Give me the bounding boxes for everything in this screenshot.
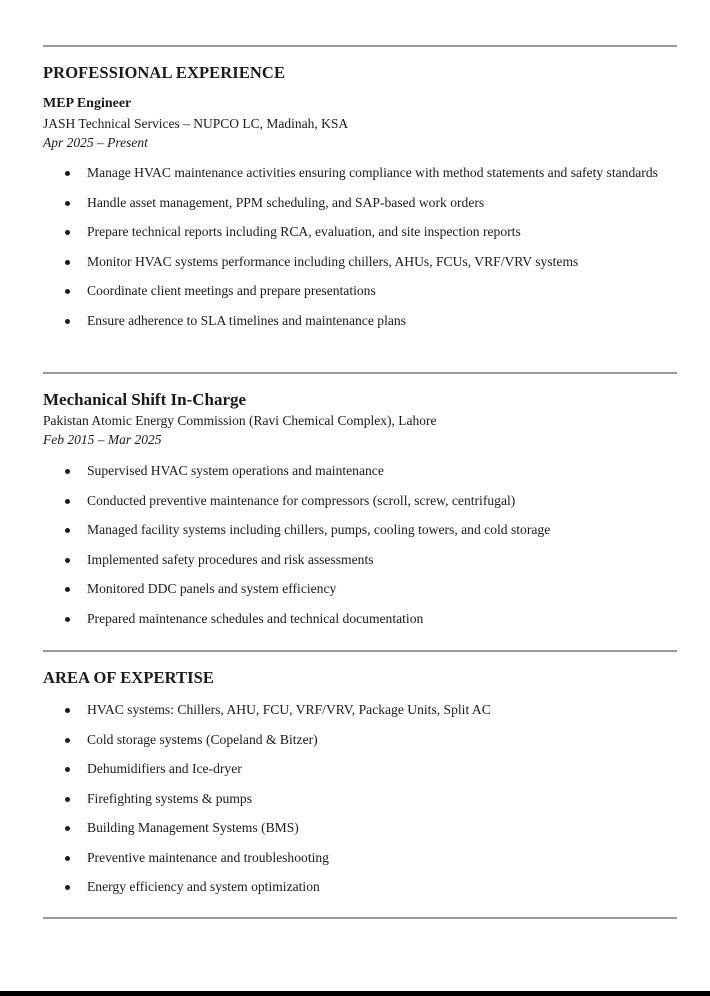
list-item: Manage HVAC maintenance activities ensuring compliance with method statements and safety standards — [0, 163, 710, 183]
list-item: Supervised HVAC system operations and maintenance — [0, 461, 710, 481]
expertise-list — [0, 700, 710, 907]
section-divider — [43, 372, 677, 374]
list-item: Preventive maintenance and troubleshooting — [0, 848, 710, 868]
job-dates: Apr 2025 – Present — [43, 135, 148, 150]
section-heading-professional-experience: PROFESSIONAL EXPERIENCE — [43, 63, 286, 82]
list-item: Building Management Systems (BMS) — [0, 818, 710, 838]
section-divider-top — [43, 45, 677, 47]
list-item: Prepare technical reports including RCA, evaluation, and site inspection reports — [0, 222, 710, 242]
list-item: Ensure adherence to SLA timelines and maintenance plans — [0, 311, 710, 331]
page-edge-bar — [0, 991, 710, 996]
section-divider — [43, 650, 677, 652]
list-item: Handle asset management, PPM scheduling, and SAP-based work orders — [0, 193, 710, 213]
section-divider-bottom — [43, 917, 677, 919]
list-item: Dehumidifiers and Ice-dryer — [0, 759, 710, 779]
list-item: Firefighting systems & pumps — [0, 789, 710, 809]
list-item: Coordinate client meetings and prepare presentations — [0, 281, 710, 301]
list-item: Monitor HVAC systems performance including chillers, AHUs, FCUs, VRF/VRV systems — [0, 252, 710, 272]
list-item: Prepared maintenance schedules and technical documentation — [0, 609, 710, 629]
job-duties-list — [0, 461, 710, 638]
list-item: Implemented safety procedures and risk assessments — [0, 550, 710, 570]
job-dates: Feb 2015 – Mar 2025 — [43, 432, 162, 447]
list-item: Monitored DDC panels and system efficiency — [0, 579, 710, 599]
job-organization: Pakistan Atomic Energy Commission (Ravi Chemical Complex), Lahore — [43, 413, 437, 428]
section-heading-area-of-expertise: AREA OF EXPERTISE — [43, 668, 215, 687]
list-item: Energy efficiency and system optimization — [0, 877, 710, 897]
job-title: MEP Engineer — [43, 96, 132, 111]
list-item: Conducted preventive maintenance for compressors (scroll, screw, centrifugal) — [0, 491, 710, 511]
list-item: Cold storage systems (Copeland & Bitzer) — [0, 730, 710, 750]
list-item: HVAC systems: Chillers, AHU, FCU, VRF/VRV, Package Units, Split AC — [0, 700, 710, 720]
job-organization: JASH Technical Services – NUPCO LC, Madinah, KSA — [43, 116, 349, 131]
job-duties-list — [0, 163, 710, 340]
job-title: Mechanical Shift In-Charge — [43, 390, 247, 409]
list-item: Managed facility systems including chillers, pumps, cooling towers, and cold storage — [0, 520, 710, 540]
